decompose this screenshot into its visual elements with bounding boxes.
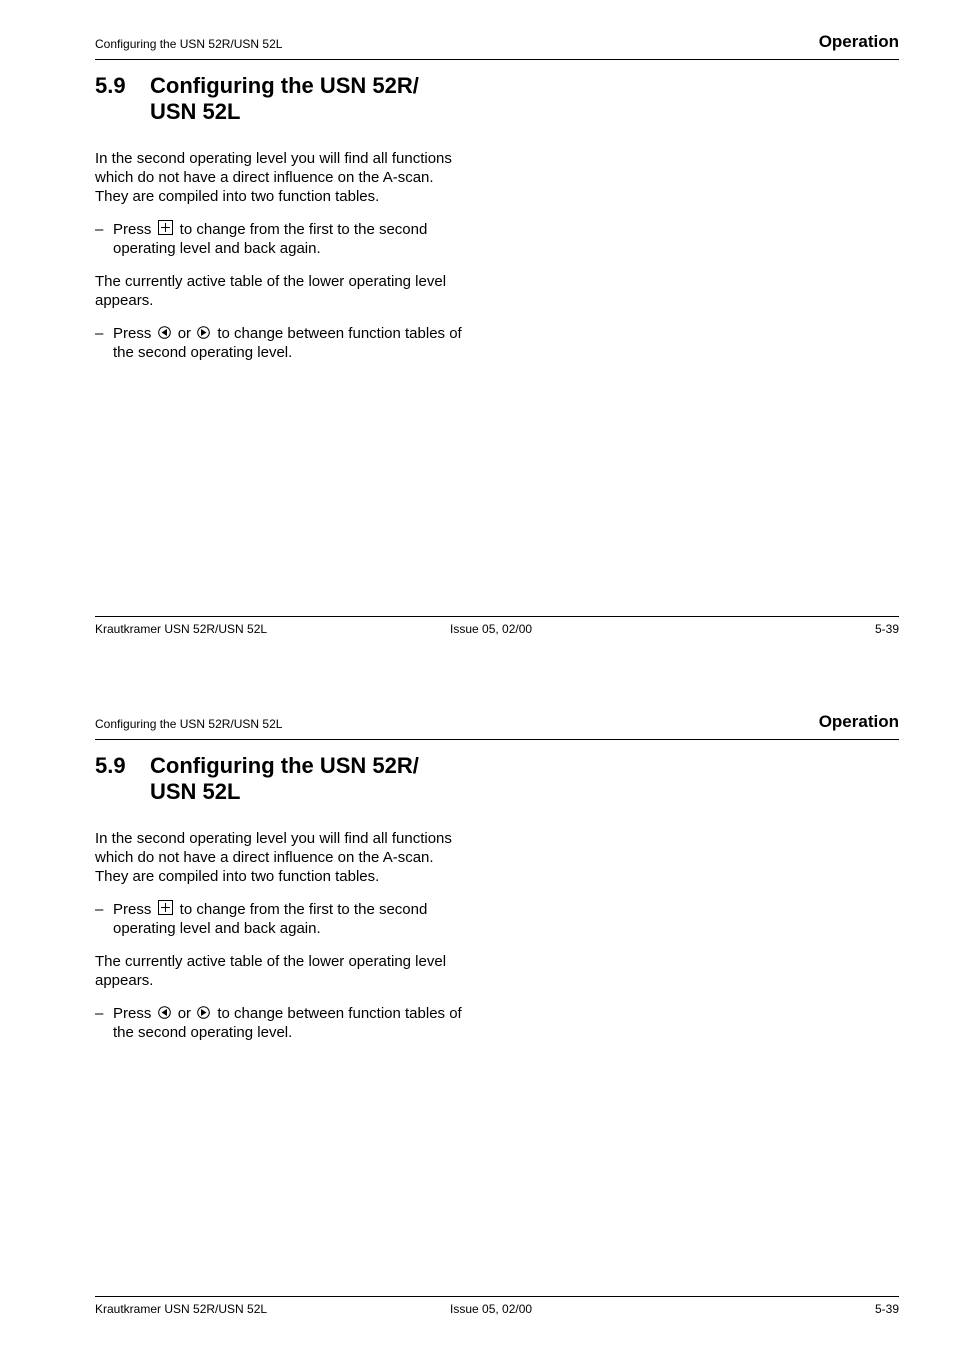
intro-line: They are compiled into two function tables. (95, 188, 380, 205)
bullet-rest: to change from the first to the second (175, 901, 428, 918)
bullet-rest: to change from the first to the second (175, 221, 428, 238)
footer-issue: Issue 05, 02/00 (450, 1302, 533, 1316)
press-word: Press (113, 1005, 156, 1022)
intro-line: In the second operating level you will find all functions (95, 150, 452, 167)
intro-paragraph (95, 149, 495, 206)
running-header-chapter: Operation (818, 712, 899, 731)
body-line: The currently active table of the lower operating level (95, 953, 447, 970)
body-line: appears. (95, 972, 154, 989)
body-line: The currently active table of the lower operating level (95, 273, 447, 290)
section-title-line1: Configuring the USN 52R/ (150, 73, 419, 98)
document-page (0, 680, 954, 1355)
bullet-text (113, 220, 493, 258)
bullet-text (113, 324, 493, 362)
press-word: Press (113, 901, 156, 918)
plus-key-icon (158, 900, 173, 915)
footer-rule (95, 616, 899, 617)
bullet-rest: operating level and back again. (113, 240, 321, 257)
or-word: or (177, 325, 196, 342)
body-paragraph (95, 272, 495, 310)
body-line: appears. (95, 292, 154, 309)
bullet-dash: – (95, 221, 104, 238)
intro-line: In the second operating level you will find all functions (95, 830, 452, 847)
left-arrow-key-icon (158, 326, 171, 339)
right-arrow-key-icon (197, 1006, 210, 1019)
bullet-text (113, 1004, 493, 1042)
section-number: 5.9 (95, 753, 126, 778)
header-rule (95, 59, 899, 60)
press-word: Press (113, 221, 156, 238)
bullet-dash: – (95, 325, 104, 342)
body-paragraph (95, 952, 495, 990)
intro-paragraph (95, 829, 495, 886)
section-number: 5.9 (95, 73, 126, 98)
bullet-text (113, 900, 493, 938)
running-header-section: Configuring the USN 52R/USN 52L (95, 717, 283, 731)
left-arrow-key-icon (158, 1006, 171, 1019)
bullet-rest: to change between function tables of (213, 325, 462, 342)
section-title-line2: USN 52L (150, 99, 241, 124)
footer-rule (95, 1296, 899, 1297)
intro-line: which do not have a direct influence on the A-scan. (95, 849, 434, 866)
footer-page-number: 5-39 (874, 1302, 899, 1316)
running-header-section: Configuring the USN 52R/USN 52L (95, 37, 283, 51)
section-title-line2: USN 52L (150, 779, 241, 804)
footer-page-number: 5-39 (874, 622, 899, 636)
bullet-rest: the second operating level. (113, 1024, 293, 1041)
plus-key-icon (158, 220, 173, 235)
bullet-rest: operating level and back again. (113, 920, 321, 937)
running-header-chapter: Operation (818, 32, 899, 51)
press-word: Press (113, 325, 156, 342)
intro-line: They are compiled into two function tables. (95, 868, 380, 885)
or-word: or (177, 1005, 196, 1022)
document-page (0, 0, 954, 675)
footer-product: Krautkramer USN 52R/USN 52L (95, 622, 268, 636)
bullet-rest: the second operating level. (113, 344, 293, 361)
right-arrow-key-icon (197, 326, 210, 339)
footer-product: Krautkramer USN 52R/USN 52L (95, 1302, 268, 1316)
bullet-dash: – (95, 901, 104, 918)
header-rule (95, 739, 899, 740)
bullet-rest: to change between function tables of (213, 1005, 462, 1022)
bullet-dash: – (95, 1005, 104, 1022)
intro-line: which do not have a direct influence on the A-scan. (95, 169, 434, 186)
footer-issue: Issue 05, 02/00 (450, 622, 533, 636)
section-title-line1: Configuring the USN 52R/ (150, 753, 419, 778)
